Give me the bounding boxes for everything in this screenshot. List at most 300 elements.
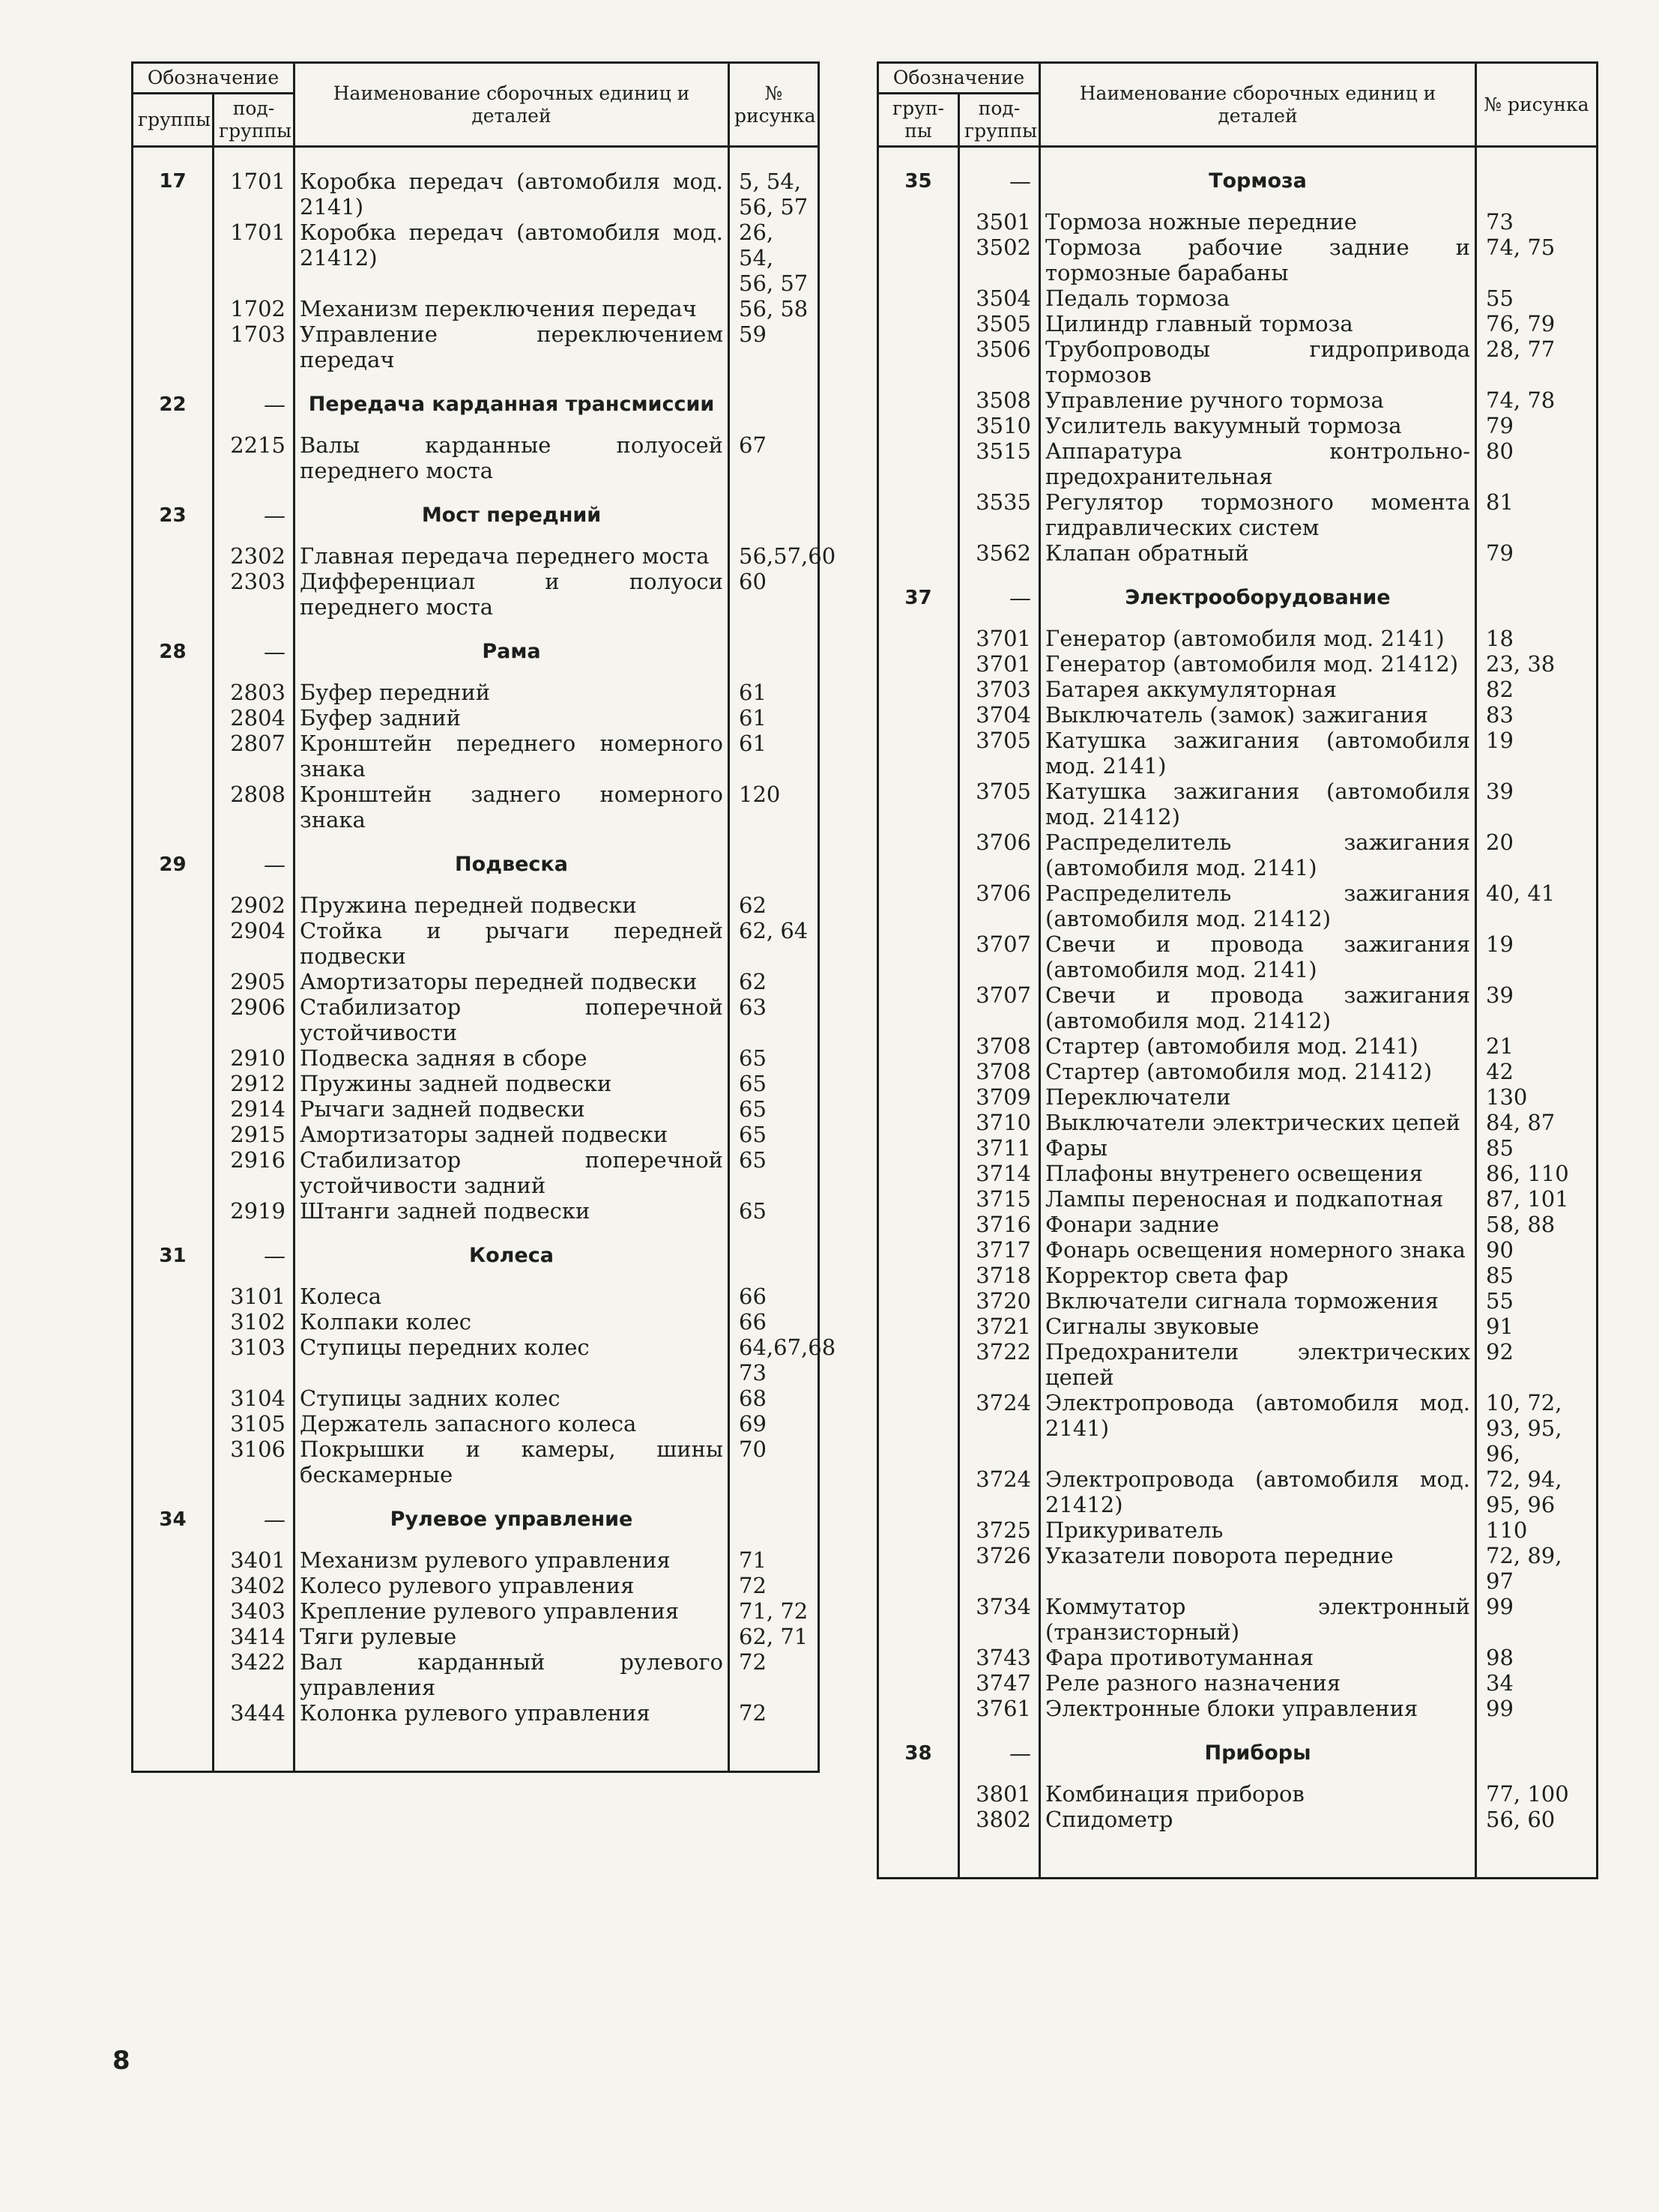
figure-cell: 68 <box>729 1385 819 1411</box>
figure-cell: 66 <box>729 1284 819 1309</box>
group-cell <box>133 1071 214 1096</box>
figure-cell: 99 <box>1476 1594 1598 1645</box>
subgroup-cell: 3726 <box>959 1543 1040 1594</box>
figure-cell <box>729 1487 819 1547</box>
section-row <box>133 372 819 432</box>
section-title: Колеса <box>294 1224 729 1284</box>
group-cell <box>878 702 959 728</box>
table-row <box>878 779 1598 830</box>
group-cell <box>878 540 959 566</box>
figure-cell: 81 <box>1476 489 1598 540</box>
figure-cell: 61 <box>729 731 819 782</box>
subgroup-cell: 3724 <box>959 1390 1040 1466</box>
figure-cell: 110 <box>1476 1517 1598 1543</box>
table-row <box>878 1314 1598 1339</box>
figure-cell: 99 <box>1476 1696 1598 1721</box>
name-cell: Кронштейн заднего номерного знака <box>294 782 729 832</box>
name-cell: Главная передача переднего моста <box>294 543 729 569</box>
group-cell <box>878 1212 959 1237</box>
name-cell: Колесо рулевого управления <box>294 1573 729 1598</box>
figure-cell: 85 <box>1476 1263 1598 1288</box>
table-row <box>133 1335 819 1385</box>
figure-cell: 62, 71 <box>729 1624 819 1649</box>
group-cell <box>878 285 959 311</box>
group-cell <box>133 892 214 918</box>
subgroup-cell: 3801 <box>959 1781 1040 1807</box>
name-cell: Фонари задние <box>1040 1212 1476 1237</box>
name-cell: Клапан обратный <box>1040 540 1476 566</box>
table-row <box>133 1147 819 1198</box>
subgroup-cell: 2302 <box>214 543 294 569</box>
table-row <box>133 220 819 296</box>
figure-cell: 21 <box>1476 1033 1598 1059</box>
table-row <box>878 1807 1598 1832</box>
group-cell <box>133 1198 214 1224</box>
group-cell <box>878 235 959 285</box>
group-cell <box>878 1466 959 1517</box>
section-title: Тормоза <box>1040 147 1476 210</box>
section-row <box>133 1224 819 1284</box>
figure-cell <box>729 372 819 432</box>
name-cell: Трубопроводы гидропривода тормозов <box>1040 336 1476 387</box>
table-row <box>878 438 1598 489</box>
table-row <box>133 969 819 994</box>
subgroup-cell: — <box>959 566 1040 626</box>
group-cell <box>133 220 214 296</box>
subgroup-cell: 2906 <box>214 994 294 1045</box>
name-cell: Указатели поворота передние <box>1040 1543 1476 1594</box>
table-row <box>133 1573 819 1598</box>
table-row <box>878 311 1598 336</box>
table-row <box>878 880 1598 931</box>
subgroup-cell: 3802 <box>959 1807 1040 1832</box>
group-cell <box>878 311 959 336</box>
subgroup-cell: 2303 <box>214 569 294 620</box>
group-header: груп-пы <box>878 94 959 147</box>
figure-cell: 20 <box>1476 830 1598 880</box>
subgroup-cell: 3102 <box>214 1309 294 1335</box>
figure-cell: 65 <box>729 1198 819 1224</box>
figure-cell: 61 <box>729 680 819 705</box>
name-cell: Механизм рулевого управления <box>294 1547 729 1573</box>
figure-cell: 56,57,60 <box>729 543 819 569</box>
figure-cell: 74, 78 <box>1476 387 1598 413</box>
name-cell: Механизм переключения передач <box>294 296 729 321</box>
group-cell <box>133 543 214 569</box>
figure-cell: 55 <box>1476 285 1598 311</box>
group-cell: 28 <box>133 620 214 680</box>
table-row <box>878 540 1598 566</box>
table-row <box>133 1045 819 1071</box>
figure-cell: 130 <box>1476 1084 1598 1110</box>
group-cell <box>133 994 214 1045</box>
figure-cell: 76, 79 <box>1476 311 1598 336</box>
figure-cell: 73 <box>1476 209 1598 235</box>
group-cell <box>878 1670 959 1696</box>
group-cell: 31 <box>133 1224 214 1284</box>
table-row <box>878 1186 1598 1212</box>
name-cell: Коммутатор электронный (транзисторный) <box>1040 1594 1476 1645</box>
figure-cell: 86, 110 <box>1476 1161 1598 1186</box>
table-row <box>133 1598 819 1624</box>
name-header: Наименование сборочных единиц и деталей <box>294 63 729 147</box>
name-cell: Рычаги задней подвески <box>294 1096 729 1122</box>
group-cell <box>133 432 214 483</box>
subgroup-cell: 2919 <box>214 1198 294 1224</box>
subgroup-cell: 2915 <box>214 1122 294 1147</box>
table-row <box>133 1198 819 1224</box>
subgroup-cell: 3743 <box>959 1645 1040 1670</box>
table-row <box>878 702 1598 728</box>
group-cell <box>878 830 959 880</box>
name-cell: Выключатель (замок) зажигания <box>1040 702 1476 728</box>
name-cell: Стабилизатор поперечной устойчивости задний <box>294 1147 729 1198</box>
figure-cell: 66 <box>729 1309 819 1335</box>
table-row <box>878 1263 1598 1288</box>
table-row <box>878 1237 1598 1263</box>
subgroup-cell: 3734 <box>959 1594 1040 1645</box>
group-cell <box>878 387 959 413</box>
group-cell <box>878 651 959 677</box>
figure-cell: 74, 75 <box>1476 235 1598 285</box>
name-cell: Буфер задний <box>294 705 729 731</box>
subgroup-cell: 2910 <box>214 1045 294 1071</box>
name-cell: Батарея аккумуляторная <box>1040 677 1476 702</box>
group-cell <box>133 680 214 705</box>
subgroup-cell: 3504 <box>959 285 1040 311</box>
name-cell: Переключатели <box>1040 1084 1476 1110</box>
figure-cell: 80 <box>1476 438 1598 489</box>
group-cell <box>878 1263 959 1288</box>
group-cell <box>878 1781 959 1807</box>
table-row <box>133 147 819 220</box>
figure-cell: 56, 58 <box>729 296 819 321</box>
subgroup-cell: 3721 <box>959 1314 1040 1339</box>
table-row <box>133 731 819 782</box>
name-cell: Лампы переносная и подкапотная <box>1040 1186 1476 1212</box>
name-cell: Вал карданный рулевого управления <box>294 1649 729 1700</box>
figure-cell: 72, 89, 97 <box>1476 1543 1598 1594</box>
figure-cell: 69 <box>729 1411 819 1436</box>
table-row <box>133 680 819 705</box>
left-parts-table <box>131 61 836 1773</box>
group-cell <box>878 336 959 387</box>
figure-cell: 39 <box>1476 779 1598 830</box>
figure-cell: 62 <box>729 892 819 918</box>
table-row <box>878 1670 1598 1696</box>
group-cell <box>878 1696 959 1721</box>
table-row <box>133 782 819 832</box>
table-row <box>133 296 819 321</box>
table-row <box>133 321 819 372</box>
subgroup-cell: 3707 <box>959 931 1040 982</box>
figure-cell: 98 <box>1476 1645 1598 1670</box>
subgroup-cell: 2914 <box>214 1096 294 1122</box>
group-cell <box>133 296 214 321</box>
group-cell <box>133 1649 214 1700</box>
figure-cell: 92 <box>1476 1339 1598 1390</box>
table-row <box>878 1110 1598 1135</box>
name-cell: Фонарь освещения номерного знака <box>1040 1237 1476 1263</box>
section-title: Подвеска <box>294 832 729 892</box>
name-cell: Генератор (автомобиля мод. 21412) <box>1040 651 1476 677</box>
name-cell: Стартер (автомобиля мод. 2141) <box>1040 1033 1476 1059</box>
empty-cell <box>294 1726 729 1772</box>
table-row <box>878 1594 1598 1645</box>
subgroup-cell: 3705 <box>959 728 1040 779</box>
name-cell: Тормоза рабочие задние и тормозные барабаны <box>1040 235 1476 285</box>
group-cell <box>878 1594 959 1645</box>
left-table-body <box>133 147 836 1772</box>
empty-cell <box>878 1832 959 1879</box>
subgroup-cell: — <box>214 620 294 680</box>
figure-cell: 59 <box>729 321 819 372</box>
group-cell <box>878 489 959 540</box>
subgroup-cell: 1702 <box>214 296 294 321</box>
subgroup-cell: 3714 <box>959 1161 1040 1186</box>
group-cell <box>133 1573 214 1598</box>
subgroup-cell: — <box>959 1721 1040 1781</box>
section-row <box>133 620 819 680</box>
right-parts-table <box>877 61 1598 1879</box>
subgroup-cell: 3718 <box>959 1263 1040 1288</box>
name-cell: Ступицы задних колес <box>294 1385 729 1411</box>
figure-cell: 72 <box>729 1649 819 1700</box>
subgroup-cell: 2904 <box>214 918 294 969</box>
empty-cell <box>214 1726 294 1772</box>
figure-cell: 10, 72, 93, 95, 96, <box>1476 1390 1598 1466</box>
name-cell: Электропровода (автомобиля мод. 21412) <box>1040 1466 1476 1517</box>
figure-cell <box>729 832 819 892</box>
table-row <box>133 1649 819 1700</box>
subgroup-cell: 3707 <box>959 982 1040 1033</box>
section-row <box>133 832 819 892</box>
subgroup-cell: 3710 <box>959 1110 1040 1135</box>
subgroup-cell: 3705 <box>959 779 1040 830</box>
table-row <box>878 1696 1598 1721</box>
name-cell: Распределитель зажигания (автомобиля мод. 21412) <box>1040 880 1476 931</box>
group-cell <box>878 880 959 931</box>
name-cell: Колеса <box>294 1284 729 1309</box>
table-row <box>878 1212 1598 1237</box>
subgroup-header: под-группы <box>214 94 294 147</box>
subgroup-cell: 3508 <box>959 387 1040 413</box>
empty-cell <box>1476 1832 1598 1879</box>
name-cell: Стойка и рычаги передней подвески <box>294 918 729 969</box>
group-cell <box>878 1288 959 1314</box>
table-row <box>878 1161 1598 1186</box>
figure-cell: 55 <box>1476 1288 1598 1314</box>
name-cell: Дифференциал и полуоси переднего моста <box>294 569 729 620</box>
group-cell <box>133 1045 214 1071</box>
group-cell <box>878 626 959 651</box>
subgroup-cell: 3505 <box>959 311 1040 336</box>
subgroup-cell: — <box>959 147 1040 210</box>
figure-cell: 64,67,68 73 <box>729 1335 819 1385</box>
figure-cell: 71 <box>729 1547 819 1573</box>
group-cell <box>878 1237 959 1263</box>
subgroup-cell: 3716 <box>959 1212 1040 1237</box>
table-row <box>133 1385 819 1411</box>
figure-cell: 91 <box>1476 1314 1598 1339</box>
name-cell: Аппаратура контрольно-предохранительная <box>1040 438 1476 489</box>
figure-cell: 72 <box>729 1700 819 1726</box>
group-cell <box>878 1807 959 1832</box>
name-header: Наименование сборочных единиц и деталей <box>1040 63 1476 147</box>
subgroup-cell: 2807 <box>214 731 294 782</box>
table-row <box>878 1543 1598 1594</box>
section-title: Мост передний <box>294 483 729 543</box>
group-cell <box>133 705 214 731</box>
table-row <box>878 1033 1598 1059</box>
subgroup-cell: 3401 <box>214 1547 294 1573</box>
table-row <box>878 285 1598 311</box>
table-row <box>878 1466 1598 1517</box>
group-cell: 23 <box>133 483 214 543</box>
group-cell <box>878 1645 959 1670</box>
table-row <box>878 982 1598 1033</box>
subgroup-cell: 2916 <box>214 1147 294 1198</box>
figure-cell: 65 <box>729 1096 819 1122</box>
group-cell <box>133 1284 214 1309</box>
subgroup-cell: 3414 <box>214 1624 294 1649</box>
subgroup-cell: 1701 <box>214 147 294 220</box>
name-cell: Генератор (автомобиля мод. 2141) <box>1040 626 1476 651</box>
group-cell <box>133 1436 214 1487</box>
group-cell <box>133 1122 214 1147</box>
subgroup-cell: 3703 <box>959 677 1040 702</box>
subgroup-header: под-группы <box>959 94 1040 147</box>
subgroup-cell: 3502 <box>959 235 1040 285</box>
table-row <box>133 1071 819 1096</box>
subgroup-cell: 3403 <box>214 1598 294 1624</box>
subgroup-cell: 2803 <box>214 680 294 705</box>
name-cell: Фара противотуманная <box>1040 1645 1476 1670</box>
name-cell: Регулятор тормозного момента гидравлических систем <box>1040 489 1476 540</box>
group-cell: 38 <box>878 1721 959 1781</box>
table-row <box>878 1517 1598 1543</box>
name-cell: Электронные блоки управления <box>1040 1696 1476 1721</box>
table-row <box>878 830 1598 880</box>
subgroup-cell: 3106 <box>214 1436 294 1487</box>
figure-cell <box>729 620 819 680</box>
subgroup-cell: 3706 <box>959 830 1040 880</box>
designation-header: Обозначение <box>878 63 1040 94</box>
subgroup-cell: 3747 <box>959 1670 1040 1696</box>
figure-cell: 79 <box>1476 413 1598 438</box>
section-row <box>878 1721 1598 1781</box>
subgroup-cell: — <box>214 483 294 543</box>
table-row <box>133 918 819 969</box>
table-row <box>133 432 819 483</box>
section-title: Рама <box>294 620 729 680</box>
subgroup-cell: 2905 <box>214 969 294 994</box>
table-row <box>878 677 1598 702</box>
group-cell <box>133 1700 214 1726</box>
group-cell <box>878 1161 959 1186</box>
group-cell <box>878 1339 959 1390</box>
group-cell <box>133 321 214 372</box>
name-cell: Реле разного назначения <box>1040 1670 1476 1696</box>
name-cell: Стартер (автомобиля мод. 21412) <box>1040 1059 1476 1084</box>
subgroup-cell: 3501 <box>959 209 1040 235</box>
name-cell: Электропровода (автомобиля мод. 2141) <box>1040 1390 1476 1466</box>
figure-cell: 34 <box>1476 1670 1598 1696</box>
name-cell: Амортизаторы задней подвески <box>294 1122 729 1147</box>
group-cell <box>878 413 959 438</box>
subgroup-cell: 3709 <box>959 1084 1040 1110</box>
figure-cell: 23, 38 <box>1476 651 1598 677</box>
name-cell: Кронштейн переднего номерного знака <box>294 731 729 782</box>
figure-cell: 70 <box>729 1436 819 1487</box>
group-cell <box>878 1186 959 1212</box>
name-cell: Включатели сигнала торможения <box>1040 1288 1476 1314</box>
section-row <box>133 483 819 543</box>
table-row <box>878 1084 1598 1110</box>
subgroup-cell: 3708 <box>959 1033 1040 1059</box>
table-row <box>133 1284 819 1309</box>
group-cell <box>878 779 959 830</box>
table-row <box>133 569 819 620</box>
table-row <box>133 1122 819 1147</box>
table-row <box>133 892 819 918</box>
table-row <box>878 489 1598 540</box>
name-cell: Корректор света фар <box>1040 1263 1476 1288</box>
subgroup-cell: 3562 <box>959 540 1040 566</box>
group-cell <box>133 1096 214 1122</box>
table-row <box>878 235 1598 285</box>
name-cell: Амортизаторы передней подвески <box>294 969 729 994</box>
subgroup-cell: — <box>214 372 294 432</box>
name-cell: Подвеска задняя в сборе <box>294 1045 729 1071</box>
section-title: Передача карданная трансмиссии <box>294 372 729 432</box>
figure-cell: 87, 101 <box>1476 1186 1598 1212</box>
figure-cell: 84, 87 <box>1476 1110 1598 1135</box>
name-cell: Свечи и провода зажигания (автомобиля мод. 21412) <box>1040 982 1476 1033</box>
name-cell: Сигналы звуковые <box>1040 1314 1476 1339</box>
empty-cell <box>729 1726 819 1772</box>
table-row <box>878 209 1598 235</box>
name-cell: Предохранители электрических цепей <box>1040 1339 1476 1390</box>
figure-cell: 65 <box>729 1045 819 1071</box>
subgroup-cell: 3535 <box>959 489 1040 540</box>
group-cell: 17 <box>133 147 214 220</box>
name-cell: Цилиндр главный тормоза <box>1040 311 1476 336</box>
subgroup-cell: 3761 <box>959 1696 1040 1721</box>
group-cell <box>133 1147 214 1198</box>
table-row <box>878 387 1598 413</box>
figure-cell <box>729 483 819 543</box>
figure-cell: 62, 64 <box>729 918 819 969</box>
group-cell <box>133 969 214 994</box>
left-table-header <box>133 63 819 147</box>
name-cell: Держатель запасного колеса <box>294 1411 729 1436</box>
group-cell <box>878 1543 959 1594</box>
name-cell: Колонка рулевого управления <box>294 1700 729 1726</box>
figure-header: № рисунка <box>1476 63 1598 147</box>
table-row <box>133 1411 819 1436</box>
figure-cell: 65 <box>729 1122 819 1147</box>
figure-cell: 19 <box>1476 931 1598 982</box>
name-cell: Фары <box>1040 1135 1476 1161</box>
name-cell: Управление ручного тормоза <box>1040 387 1476 413</box>
group-cell: 37 <box>878 566 959 626</box>
table-row <box>878 1135 1598 1161</box>
figure-cell: 72, 94, 95, 96 <box>1476 1466 1598 1517</box>
subgroup-cell: 2215 <box>214 432 294 483</box>
designation-header: Обозначение <box>133 63 294 94</box>
subgroup-cell: 3704 <box>959 702 1040 728</box>
